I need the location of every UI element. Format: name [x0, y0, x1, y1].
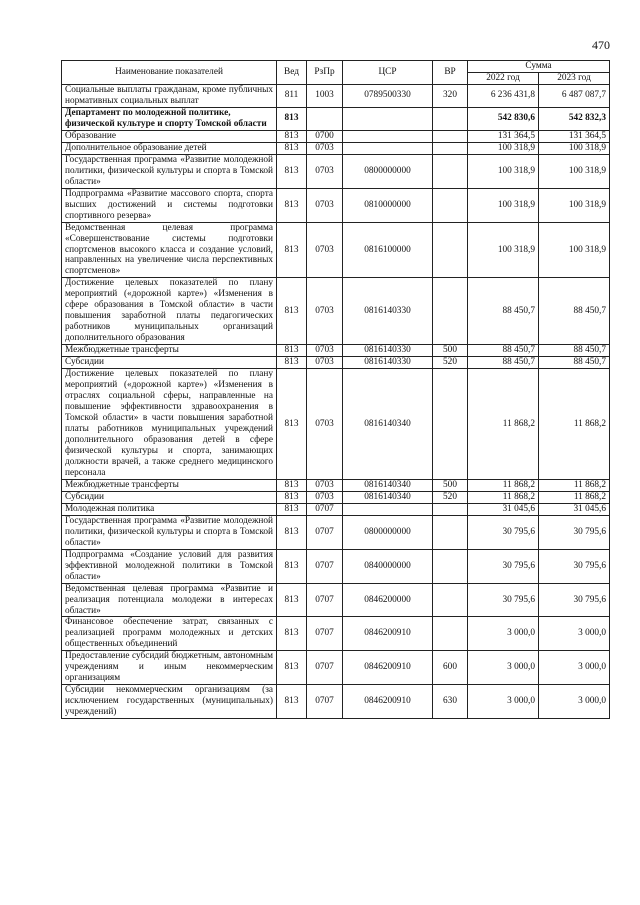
cell-vr: 500: [433, 479, 468, 491]
table-row: [62, 345, 610, 357]
cell-ved: 813: [277, 369, 307, 480]
cell-2022: 30 795,6: [468, 515, 539, 549]
table-row: [62, 549, 610, 583]
cell-ved: 811: [277, 84, 307, 107]
cell-vr: [433, 154, 468, 188]
cell-2022: 11 868,2: [468, 491, 539, 503]
cell-2022: 30 795,6: [468, 583, 539, 617]
cell-2022: 88 450,7: [468, 357, 539, 369]
cell-2022: 11 868,2: [468, 369, 539, 480]
cell-2023: 11 868,2: [539, 369, 610, 480]
cell-2023: 100 318,9: [539, 154, 610, 188]
cell-rzpr: [307, 107, 343, 130]
cell-2022: 100 318,9: [468, 154, 539, 188]
cell-2022: 3 000,0: [468, 685, 539, 719]
cell-ved: 813: [277, 142, 307, 154]
cell-vr: [433, 142, 468, 154]
cell-ved: 813: [277, 222, 307, 278]
table-row: [62, 651, 610, 685]
cell-vr: [433, 515, 468, 549]
cell-csr: 0840000000: [343, 549, 433, 583]
table-row: [62, 222, 610, 278]
cell-name: Департамент по молодежной политике, физической культуре и спорту Томской области: [62, 107, 277, 130]
cell-name: Субсидии: [62, 357, 277, 369]
cell-name: Подпрограмма «Создание условий для развития эффективной молодежной политики в Томской области»: [62, 549, 277, 583]
cell-vr: 600: [433, 651, 468, 685]
cell-csr: 0816140340: [343, 479, 433, 491]
cell-rzpr: 0703: [307, 345, 343, 357]
cell-name: Межбюджетные трансферты: [62, 345, 277, 357]
cell-2022: 542 830,6: [468, 107, 539, 130]
cell-vr: 500: [433, 345, 468, 357]
cell-rzpr: 0703: [307, 188, 343, 222]
cell-ved: 813: [277, 583, 307, 617]
table-row: [62, 154, 610, 188]
cell-rzpr: 0707: [307, 651, 343, 685]
table-row: [62, 479, 610, 491]
cell-csr: 0846200910: [343, 617, 433, 651]
table-row: [62, 369, 610, 480]
cell-csr: [343, 503, 433, 515]
table-row: [62, 84, 610, 107]
cell-2023: 11 868,2: [539, 479, 610, 491]
cell-2023: 88 450,7: [539, 278, 610, 345]
cell-2022: 100 318,9: [468, 222, 539, 278]
cell-name: Дополнительное образование детей: [62, 142, 277, 154]
cell-name: Государственная программа «Развитие молодежной политики, физической культуры и спорта в Томской области»: [62, 515, 277, 549]
cell-2022: 131 364,5: [468, 130, 539, 142]
page-number: 470: [592, 38, 610, 52]
table-row: [62, 278, 610, 345]
cell-csr: 0800000000: [343, 154, 433, 188]
cell-csr: 0789500330: [343, 84, 433, 107]
cell-rzpr: 0703: [307, 479, 343, 491]
cell-csr: [343, 130, 433, 142]
header-vr: ВР: [433, 61, 468, 85]
cell-2023: 6 487 087,7: [539, 84, 610, 107]
cell-name: Ведомственная целевая программа «Совершенствование системы подготовки спортсменов высокого класса и создание условий, направленных на увеличение числа перспективных спортсменов»: [62, 222, 277, 278]
table-row: [62, 491, 610, 503]
cell-csr: [343, 107, 433, 130]
cell-csr: 0816140330: [343, 278, 433, 345]
table-row: [62, 685, 610, 719]
cell-name: Социальные выплаты гражданам, кроме публичных нормативных социальных выплат: [62, 84, 277, 107]
cell-2023: 11 868,2: [539, 491, 610, 503]
cell-name: Подпрограмма «Развитие массового спорта, спорта высших достижений и системы подготовки спортивного резерва»: [62, 188, 277, 222]
cell-ved: 813: [277, 515, 307, 549]
header-rzpr: РзПр: [307, 61, 343, 85]
cell-vr: [433, 549, 468, 583]
cell-rzpr: 1003: [307, 84, 343, 107]
cell-csr: 0816100000: [343, 222, 433, 278]
cell-2022: 100 318,9: [468, 142, 539, 154]
cell-csr: 0816140330: [343, 345, 433, 357]
cell-2023: 30 795,6: [539, 549, 610, 583]
cell-ved: 813: [277, 617, 307, 651]
cell-name: Образование: [62, 130, 277, 142]
cell-ved: 813: [277, 549, 307, 583]
cell-rzpr: 0703: [307, 357, 343, 369]
cell-csr: 0810000000: [343, 188, 433, 222]
cell-ved: 813: [277, 130, 307, 142]
cell-rzpr: 0707: [307, 549, 343, 583]
cell-2023: 30 795,6: [539, 515, 610, 549]
budget-table: [61, 60, 610, 719]
header-name: Наименование показателей: [62, 61, 277, 85]
cell-csr: 0816140330: [343, 357, 433, 369]
cell-ved: 813: [277, 357, 307, 369]
cell-ved: 813: [277, 479, 307, 491]
cell-2023: 3 000,0: [539, 651, 610, 685]
cell-csr: 0846200910: [343, 651, 433, 685]
cell-ved: 813: [277, 651, 307, 685]
cell-name: Предоставление субсидий бюджетным, автономным учреждениям и иным некоммерческим организациям: [62, 651, 277, 685]
cell-2022: 6 236 431,8: [468, 84, 539, 107]
header-ved: Вед: [277, 61, 307, 85]
header-csr: ЦСР: [343, 61, 433, 85]
cell-name: Достижение целевых показателей по плану мероприятий («дорожной карте») «Изменения в отраслях социальной сферы, направленные на повышение эффективности здравоохранения в Томской области» в части повышения заработной платы работников муниципальных учреждений дополнительного образования детей в сфере физической культуры и спорта, занимающих должности врачей, а также среднего медицинского персонала: [62, 369, 277, 480]
table-row: [62, 503, 610, 515]
cell-2022: 88 450,7: [468, 278, 539, 345]
cell-csr: 0846200910: [343, 685, 433, 719]
cell-rzpr: 0707: [307, 583, 343, 617]
header-2023: 2023 год: [539, 72, 610, 84]
cell-name: Ведомственная целевая программа «Развитие и реализация потенциала молодежи в интересах области»: [62, 583, 277, 617]
cell-2023: 100 318,9: [539, 222, 610, 278]
cell-2022: 100 318,9: [468, 188, 539, 222]
cell-2022: 88 450,7: [468, 345, 539, 357]
cell-name: Субсидии некоммерческим организациям (за исключением государственных (муниципальных) учреждений): [62, 685, 277, 719]
cell-rzpr: 0707: [307, 503, 343, 515]
cell-name: Государственная программа «Развитие молодежной политики, физической культуры и спорта в Томской области»: [62, 154, 277, 188]
cell-2022: 31 045,6: [468, 503, 539, 515]
table-body: [62, 84, 610, 718]
cell-vr: [433, 583, 468, 617]
cell-vr: [433, 107, 468, 130]
cell-2023: 131 364,5: [539, 130, 610, 142]
cell-2023: 3 000,0: [539, 685, 610, 719]
cell-vr: 520: [433, 491, 468, 503]
cell-vr: [433, 188, 468, 222]
cell-rzpr: 0707: [307, 685, 343, 719]
cell-csr: [343, 142, 433, 154]
table-row: [62, 142, 610, 154]
table-row: [62, 617, 610, 651]
cell-2023: 100 318,9: [539, 142, 610, 154]
cell-rzpr: 0703: [307, 491, 343, 503]
cell-rzpr: 0707: [307, 515, 343, 549]
cell-csr: 0800000000: [343, 515, 433, 549]
cell-rzpr: 0703: [307, 222, 343, 278]
cell-ved: 813: [277, 685, 307, 719]
cell-vr: [433, 503, 468, 515]
cell-rzpr: 0703: [307, 154, 343, 188]
cell-2023: 88 450,7: [539, 357, 610, 369]
table-row: [62, 583, 610, 617]
cell-name: Финансовое обеспечение затрат, связанных с реализацией программ молодежных и детских общественных объединений: [62, 617, 277, 651]
cell-csr: 0816140340: [343, 491, 433, 503]
cell-ved: 813: [277, 491, 307, 503]
cell-rzpr: 0703: [307, 278, 343, 345]
cell-name: Молодежная политика: [62, 503, 277, 515]
cell-2023: 30 795,6: [539, 583, 610, 617]
table-header: [62, 61, 610, 85]
cell-2022: 30 795,6: [468, 549, 539, 583]
table-row: [62, 107, 610, 130]
cell-name: Достижение целевых показателей по плану мероприятий («дорожной карте») «Изменения в сфере образования в Томской области» в части повышения заработной платы педагогических работников муниципальных организаций дополнительного образования: [62, 278, 277, 345]
cell-vr: [433, 278, 468, 345]
cell-2023: 542 832,3: [539, 107, 610, 130]
cell-ved: 813: [277, 107, 307, 130]
cell-vr: 520: [433, 357, 468, 369]
table-row: [62, 130, 610, 142]
cell-rzpr: 0703: [307, 142, 343, 154]
cell-vr: 630: [433, 685, 468, 719]
cell-vr: [433, 222, 468, 278]
cell-rzpr: 0703: [307, 369, 343, 480]
header-2022: 2022 год: [468, 72, 539, 84]
header-sum: Сумма: [468, 61, 610, 73]
cell-vr: 320: [433, 84, 468, 107]
cell-2022: 3 000,0: [468, 651, 539, 685]
cell-ved: 813: [277, 188, 307, 222]
cell-ved: 813: [277, 503, 307, 515]
cell-ved: 813: [277, 154, 307, 188]
cell-name: Межбюджетные трансферты: [62, 479, 277, 491]
cell-ved: 813: [277, 278, 307, 345]
table-row: [62, 357, 610, 369]
cell-2023: 3 000,0: [539, 617, 610, 651]
cell-csr: 0816140340: [343, 369, 433, 480]
cell-2023: 88 450,7: [539, 345, 610, 357]
cell-vr: [433, 617, 468, 651]
cell-2023: 31 045,6: [539, 503, 610, 515]
cell-csr: 0846200000: [343, 583, 433, 617]
cell-ved: 813: [277, 345, 307, 357]
cell-name: Субсидии: [62, 491, 277, 503]
cell-rzpr: 0707: [307, 617, 343, 651]
cell-2023: 100 318,9: [539, 188, 610, 222]
table-row: [62, 188, 610, 222]
cell-rzpr: 0700: [307, 130, 343, 142]
cell-vr: [433, 369, 468, 480]
cell-vr: [433, 130, 468, 142]
table-row: [62, 515, 610, 549]
cell-2022: 3 000,0: [468, 617, 539, 651]
cell-2022: 11 868,2: [468, 479, 539, 491]
